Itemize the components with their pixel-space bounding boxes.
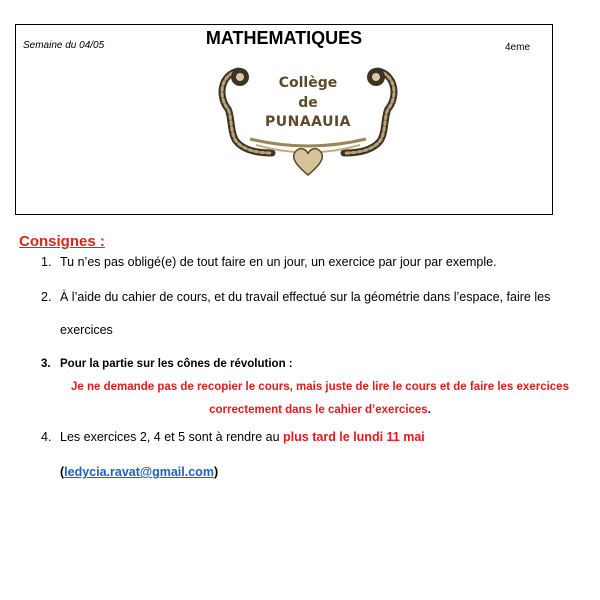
list-item-3 bbox=[41, 358, 51, 370]
list-item-text: Tu n’es pas obligé(e) de tout faire en un jour, un exercice par jour par exemple. bbox=[60, 255, 497, 269]
grade-label: 4eme bbox=[504, 42, 530, 53]
red-instruction-line-1: Je ne demande pas de recopier le cours, mais juste de lire le cours et de faire les exercices bbox=[71, 381, 569, 393]
page-title: MATHEMATIQUES bbox=[205, 28, 363, 48]
list-item-plain: Les exercices 2, 4 et 5 sont à rendre au bbox=[60, 430, 284, 444]
list-item-text: Pour la partie sur les cônes de révolution : bbox=[60, 358, 293, 370]
list-item-continuation: exercices bbox=[60, 323, 113, 337]
list-number: 2. bbox=[41, 290, 52, 304]
logo-line-3: PUNAAUIA bbox=[265, 114, 351, 130]
list-number: 1. bbox=[41, 255, 52, 269]
deadline-text: plus tard le lundi 11 mai bbox=[283, 430, 425, 444]
red-instruction-text: correctement dans le cahier d’exercices bbox=[209, 404, 428, 416]
logo-line-2: de bbox=[298, 95, 318, 111]
logo-line-1: Collège bbox=[278, 75, 338, 91]
list-item-1 bbox=[41, 255, 51, 269]
college-logo bbox=[210, 57, 406, 177]
consignes-heading: Consignes : bbox=[19, 233, 105, 250]
paren-open: ( bbox=[60, 465, 65, 479]
list-item-text bbox=[60, 430, 425, 444]
list-number: 4. bbox=[41, 430, 52, 444]
list-item-2 bbox=[41, 290, 51, 304]
list-item-text: À l’aide du cahier de cours, et du travail effectué sur la géométrie dans l’espace, faire les bbox=[60, 290, 551, 304]
period: . bbox=[427, 404, 431, 416]
week-label: Semaine du 04/05 bbox=[23, 40, 105, 51]
red-instruction-line-2 bbox=[60, 404, 580, 416]
list-item-4 bbox=[41, 430, 51, 444]
paren-close: ) bbox=[213, 465, 219, 479]
email-link[interactable]: ledycia.ravat@gmail.com bbox=[64, 465, 214, 479]
list-number: 3. bbox=[41, 358, 51, 370]
contact-line bbox=[60, 465, 218, 479]
